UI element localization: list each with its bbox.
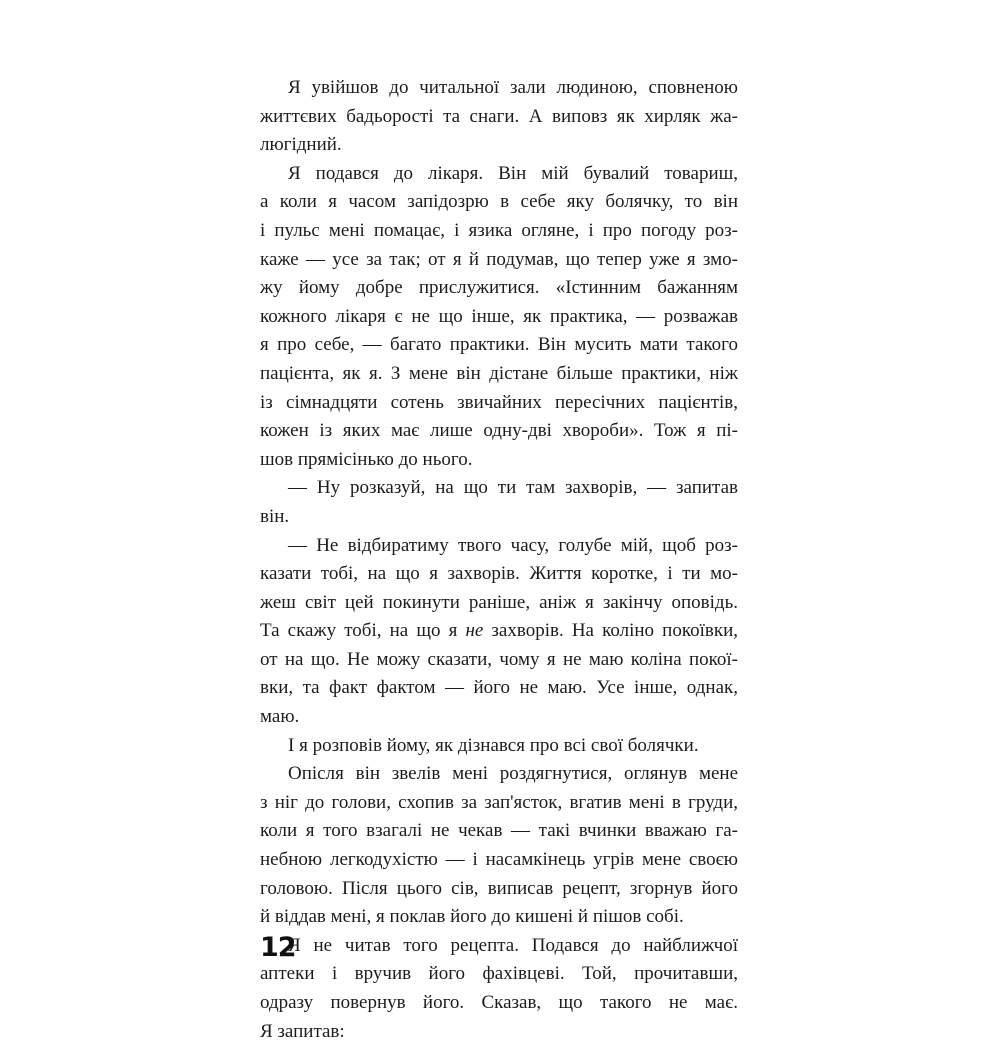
text-line: пацієнта, як я. З мене він дістане більше практики, ніж xyxy=(260,362,738,384)
text-line: — Не відбиратиму твого часу, голубе мій, щоб роз- xyxy=(288,534,738,556)
text-line: казати тобі, на що я захворів. Життя коротке, і ти мо- xyxy=(260,563,738,585)
text-line: життєвих бадьорості та снаги. А виповз як хирляк жа- xyxy=(260,105,738,127)
text-line: каже — усе за так; от я й подумав, що тепер уже я змо- xyxy=(260,248,738,270)
text-line: Я не читав того рецепта. Подався до найближчої xyxy=(288,934,738,956)
paragraph xyxy=(260,474,738,531)
text-line: жу йому добре прислужитися. «Істинним бажанням xyxy=(260,277,738,299)
text-line: я про себе, — багато практики. Він мусить мати такого xyxy=(260,334,738,356)
paragraph xyxy=(260,532,738,732)
paragraph xyxy=(260,74,738,160)
text-line: маю. xyxy=(260,706,300,728)
paragraph xyxy=(260,760,738,932)
page-number: 12 xyxy=(260,932,296,963)
text-line: він. xyxy=(260,505,290,527)
text-line: й віддав мені, я поклав його до кишені й пішов собі. xyxy=(260,906,684,928)
text-line: а коли я часом запідозрю в себе яку болячку, то він xyxy=(260,191,738,213)
text-line: кожен із яких має лише одну-дві хвороби». Тож я пі- xyxy=(260,420,738,442)
text-line: Я подався до лікаря. Він мій бувалий товариш, xyxy=(288,162,738,184)
text-line: із сімнадцяти сотень звичайних пересічних пацієнтів, xyxy=(260,391,738,413)
text-line: шов прямісінько до нього. xyxy=(260,448,473,470)
paragraph xyxy=(260,732,738,761)
paragraph xyxy=(260,160,738,475)
text-line: жеш світ цей покинути раніше, аніж я закінчу оповідь. xyxy=(260,591,738,613)
text-line: люгідний. xyxy=(260,134,342,156)
paragraph xyxy=(260,932,738,1046)
text-line: коли я того взагалі не чекав — такі вчинки вважаю га- xyxy=(260,820,738,842)
text-line: одразу повернув його. Сказав, що такого не має. xyxy=(260,992,738,1013)
text-line: небною легкодухістю — і насамкінець угрів мене своєю xyxy=(260,849,738,871)
emphasis: не xyxy=(465,620,484,642)
text-line: Та скажу тобі, на що я не захворів. На коліно покоївки, xyxy=(260,620,738,642)
body-text xyxy=(260,74,738,1046)
text-line: Я запитав: xyxy=(260,1020,345,1042)
text-line: вки, та факт фактом — його не маю. Усе інше, однак, xyxy=(260,677,738,699)
text-line: головою. Після цього сів, виписав рецепт, згорнув його xyxy=(260,877,738,899)
text-line: аптеки і вручив його фахівцеві. Той, прочитавши, xyxy=(260,963,738,985)
text-line: з ніг до голови, схопив за зап'ясток, вгатив мені в груди, xyxy=(260,791,738,813)
text-line: І я розповів йому, як дізнався про всі свої болячки. xyxy=(288,734,699,756)
text-line: кожного лікаря є не що інше, як практика, — розважав xyxy=(260,305,738,327)
text-line: от на що. Не можу сказати, чому я не маю коліна покоï- xyxy=(260,648,738,670)
text-line: — Ну розказуй, на що ти там захворів, — запитав xyxy=(288,477,738,499)
text-line: Я увійшов до читальної зали людиною, сповненою xyxy=(288,77,738,98)
text-line: Опісля він звелів мені роздягнутися, оглянув мене xyxy=(288,763,738,785)
text-line: і пульс мені помацає, і язика огляне, і про погоду роз- xyxy=(260,219,738,241)
